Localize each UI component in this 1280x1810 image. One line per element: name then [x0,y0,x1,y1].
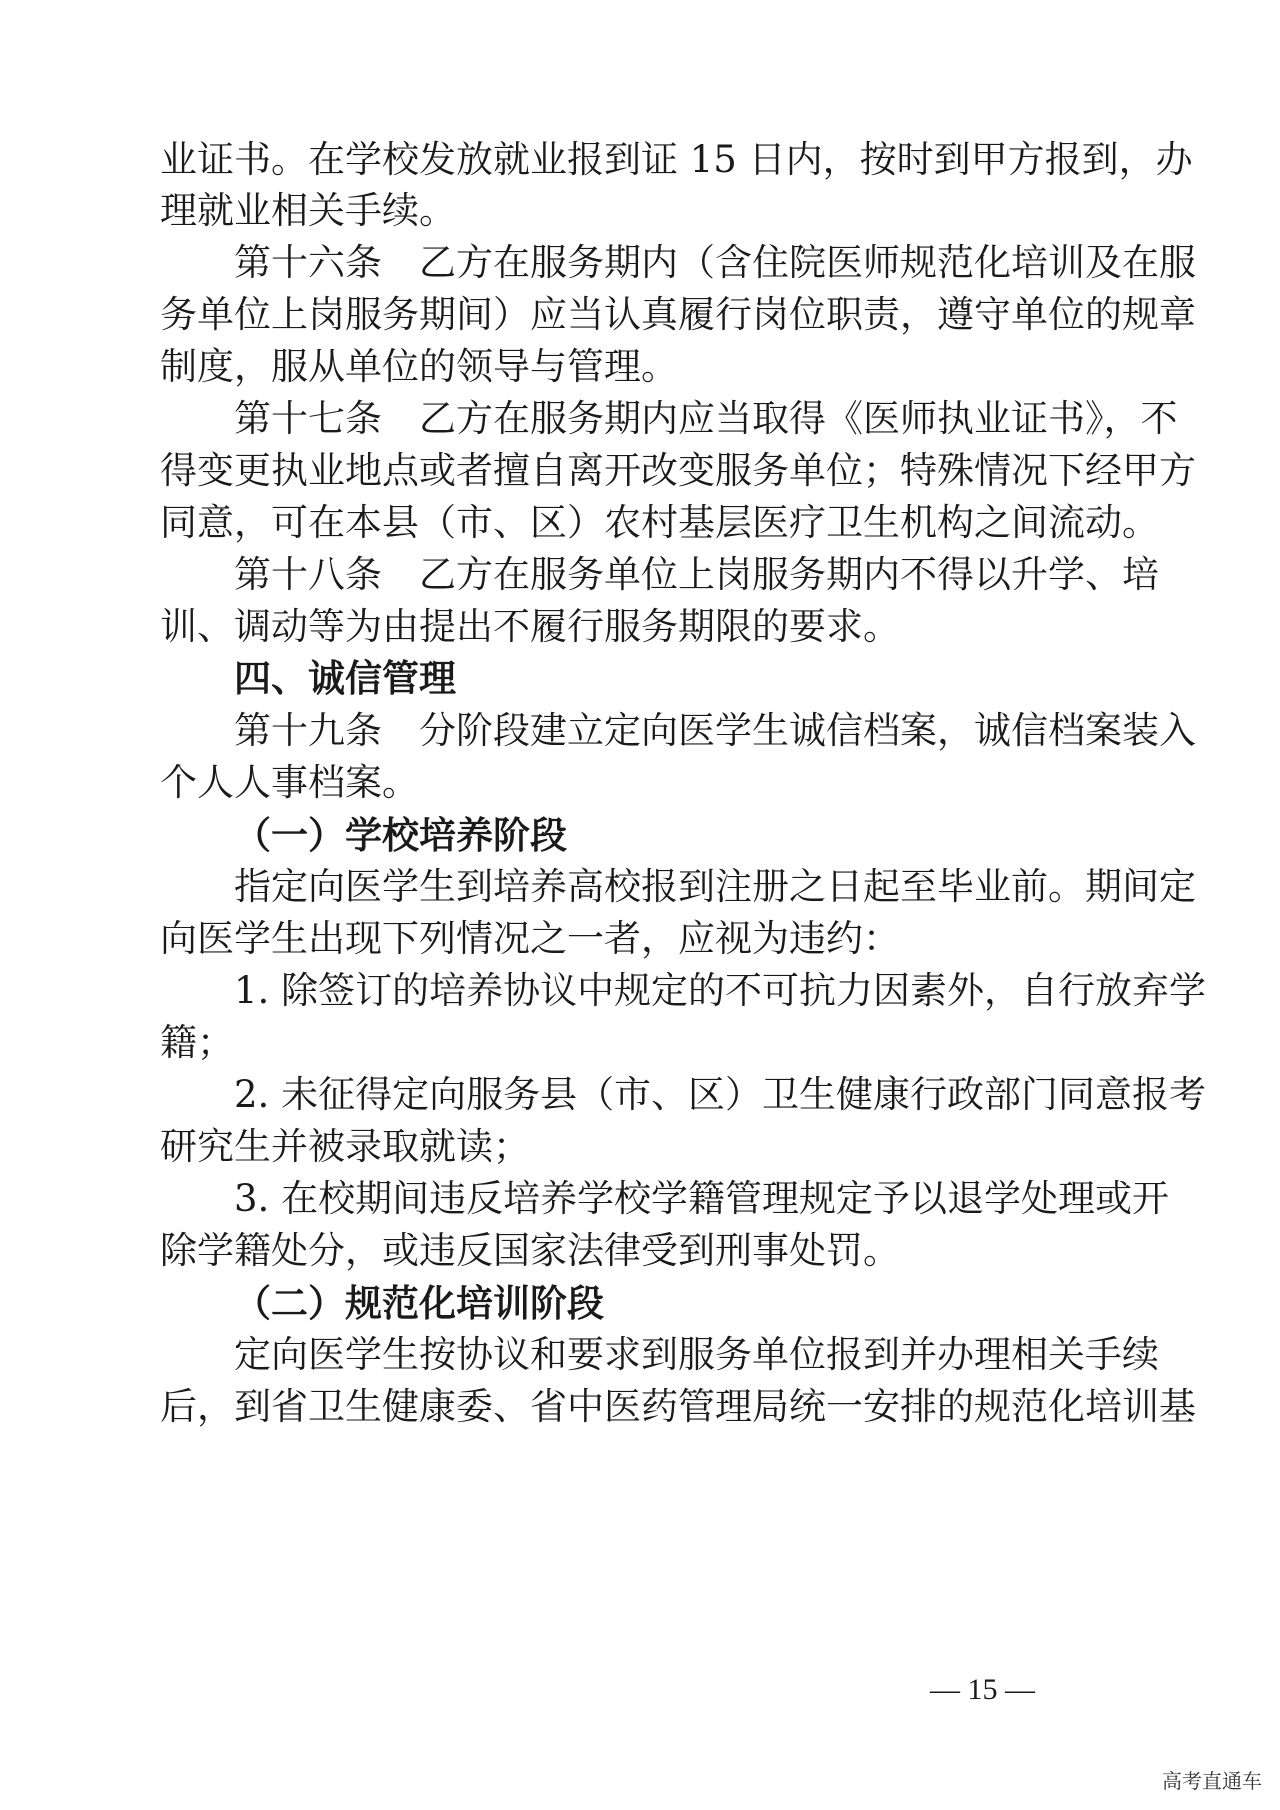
body-text-line: 理就业相关手续。 [160,189,456,232]
article-18-line: 第十八条 乙方在服务单位上岗服务期内不得以升学、培 [234,553,1159,596]
body-text-line: 指定向医学生到培养高校报到注册之日起至毕业前。期间定 [234,865,1196,908]
body-text-line: 业证书。在学校发放就业报到证 15 日内，按时到甲方报到，办 [160,138,1193,181]
body-text-line: 除学籍处分，或违反国家法律受到刑事处罚。 [160,1229,900,1272]
list-item-2: 2. 未征得定向服务县（市、区）卫生健康行政部门同意报考 [234,1073,1207,1116]
subsection-heading: （一）学校培养阶段 [234,813,567,857]
watermark-text: 高考直通车 [1162,1769,1262,1793]
body-text-line: 同意，可在本县（市、区）农村基层医疗卫生机构之间流动。 [160,501,1159,544]
body-text-line: 个人人事档案。 [160,761,419,804]
body-text-line: 向医学生出现下列情况之一者，应视为违约： [160,917,900,960]
body-text-line: 研究生并被录取就读； [160,1125,530,1168]
body-text-line: 籍； [160,1021,234,1064]
article-17-line: 第十七条 乙方在服务期内应当取得《医师执业证书》，不 [234,397,1178,440]
body-text-line: 后，到省卫生健康委、省中医药管理局统一安排的规范化培训基 [160,1385,1196,1428]
article-16-line: 第十六条 乙方在服务期内（含住院医师规范化培训及在服 [234,241,1196,284]
list-item-1: 1. 除签订的培养协议中规定的不可抗力因素外，自行放弃学 [234,969,1207,1012]
page-number: — 15 — [930,1673,1035,1706]
list-item-3: 3. 在校期间违反培养学校学籍管理规定予以退学处理或开 [234,1177,1170,1220]
body-text-line: 得变更执业地点或者擅自离开改变服务单位；特殊情况下经甲方 [160,449,1196,492]
body-text-line: 训、调动等为由提出不履行服务期限的要求。 [160,605,900,648]
subsection-heading: （二）规范化培训阶段 [234,1281,604,1325]
article-19-line: 第十九条 分阶段建立定向医学生诚信档案，诚信档案装入 [234,709,1196,752]
body-text-line: 定向医学生按协议和要求到服务单位报到并办理相关手续 [234,1333,1159,1376]
body-text-line: 务单位上岗服务期间）应当认真履行岗位职责，遵守单位的规章 [160,293,1196,336]
section-heading: 四、诚信管理 [234,657,456,700]
body-text-line: 制度，服从单位的领导与管理。 [160,345,678,388]
